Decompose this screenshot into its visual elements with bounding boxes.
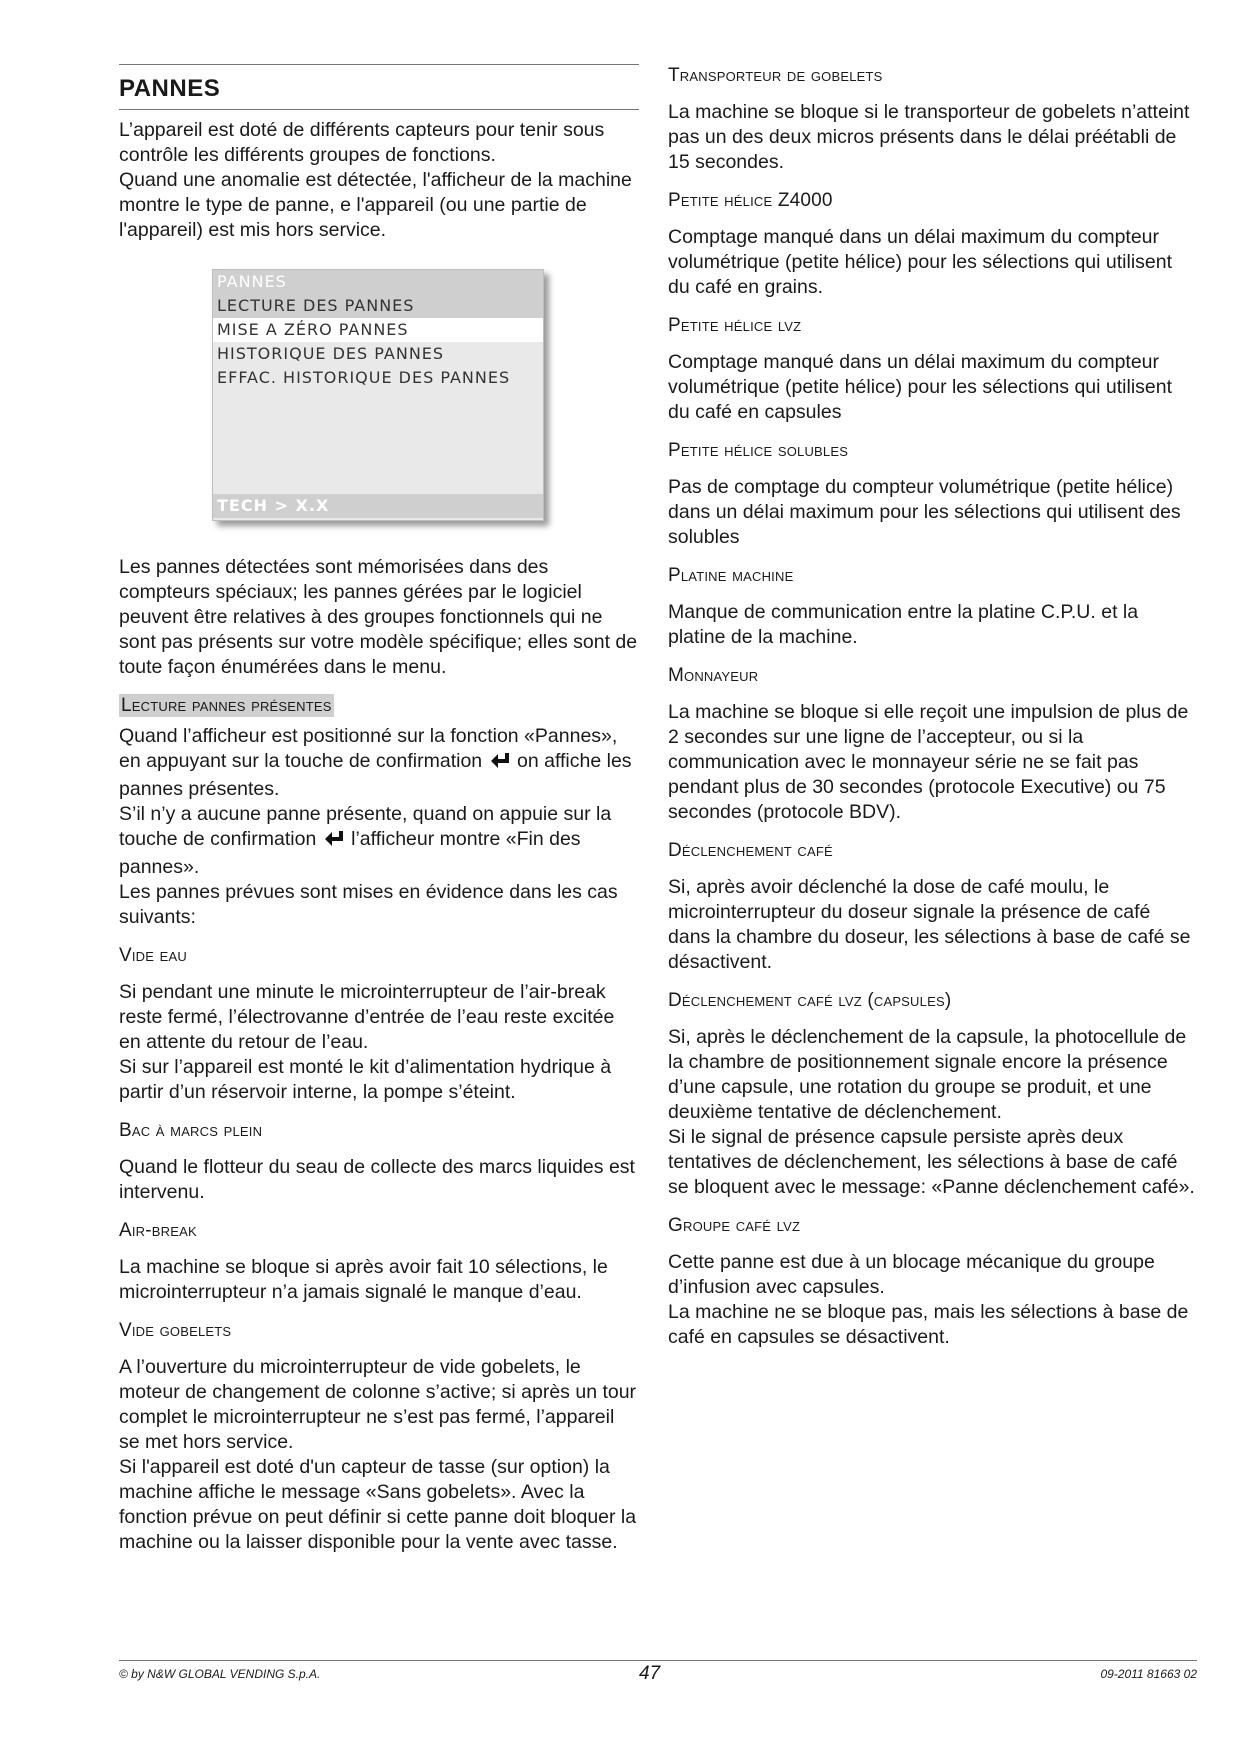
menu-item-effac-historique: EFFAC. HISTORIQUE DES PANNES: [217, 368, 511, 387]
lecture-text-3: Les pannes prévues sont mises en évidence dans les cas suivants:: [119, 881, 618, 928]
title-rule: [119, 64, 639, 110]
intro-text-2: Quand une anomalie est détectée, l'afficheur de la machine montre le type de panne, e l'appareil (ou une partie de l'appareil) est mis hors service.: [119, 169, 632, 241]
right-sections: [668, 64, 1198, 1350]
section-text: La machine se bloque si elle reçoit une impulsion de plus de 2 secondes sur une ligne de l’accepteur, ou si la communication avec le monnayeur série ne se fait pas pendant plus de 30 secondes (protocole Executive) ou 75 secondes (protocole BDV).: [668, 701, 1189, 823]
menu-item-lecture: LECTURE DES PANNES: [213, 294, 543, 318]
menu-item-historique: HISTORIQUE DES PANNES: [217, 344, 445, 363]
section-text: Comptage manqué dans un délai maximum du compteur volumétrique (petite hélice) pour les sélections qui utilisent du café en grains.: [668, 226, 1173, 298]
menu-item-mise-a-zero: MISE A ZÉRO PANNES: [213, 318, 543, 342]
section-paragraph: [668, 350, 1198, 425]
section-text: Si, après le déclenchement de la capsule, la photocellule de la chambre de positionnement signale encore la présence d’une capsule, une rotation du groupe se produit, et une deuxième tentative de déclenchement.: [668, 1026, 1187, 1123]
menu-header: PANNES: [213, 270, 543, 294]
section-text: La machine se bloque si le transporteur de gobelets n’atteint pas un des deux micros présents dans le délai préétabli de 15 secondes.: [668, 101, 1190, 173]
after-menu-paragraph: Les pannes détectées sont mémorisées dans des compteurs spéciaux; les pannes gérées par le logiciel peuvent être relatives à des groupes fonctionnels qui ne sont pas présents sur votre modèle spécifique; elles sont de toute façon énumérées dans le menu.: [119, 556, 638, 678]
section-heading: Déclenchement café lvz (capsules): [668, 990, 952, 1011]
section-heading: Petite hélice Z4000: [668, 190, 833, 211]
section-paragraph: [668, 1025, 1198, 1200]
section-heading: Vide gobelets: [119, 1320, 232, 1341]
lecture-paragraph: [119, 724, 639, 930]
section-paragraph: [119, 1355, 639, 1555]
section-paragraph: [119, 980, 639, 1105]
display-menu: [212, 269, 544, 521]
section-paragraph: [668, 475, 1198, 550]
heading-lecture-pannes: [119, 694, 639, 718]
section-heading: Platine machine: [668, 565, 794, 586]
footer-copyright: © by N&W GLOBAL VENDING S.p.A.: [119, 1667, 321, 1681]
section-text: Quand le flotteur du seau de collecte des marcs liquides est intervenu.: [119, 1156, 635, 1203]
section-text: Si l'appareil est doté d'un capteur de tasse (sur option) la machine affiche le message «Sans gobelets». Avec la fonction prévue on peut définir si cette panne doit bloquer la machine ou la laisser disponible pour la vente avec tasse.: [119, 1456, 637, 1553]
section-paragraph: [119, 1155, 639, 1205]
section-heading: Monnayeur: [668, 665, 759, 686]
section-text: Pas de comptage du compteur volumétrique (petite hélice) dans un délai maximum pour les sélections qui utilisent des solubles: [668, 476, 1181, 548]
section-paragraph: [119, 1255, 639, 1305]
lecture-text-2b: l’afficheur montre «Fin des pannes».: [119, 828, 581, 878]
intro-paragraph-1: [119, 118, 639, 243]
page-title: PANNES: [119, 75, 221, 102]
section-text: Manque de communication entre la platine C.P.U. et la platine de la machine.: [668, 601, 1139, 648]
lecture-text-1a: Quand l’afficheur est positionné sur la fonction «Pannes», en appuyant sur la touche de confirmation: [119, 725, 618, 772]
section-text: Si le signal de présence capsule persiste après deux tentatives de déclenchement, les sélections à base de café se bloquent avec le message: «Panne déclenchement café».: [668, 1126, 1195, 1198]
section-text: A l’ouverture du microinterrupteur de vide gobelets, le moteur de changement de colonne s’active; si après un tour complet le microinterrupteur ne s’est pas fermé, l’appareil se met hors service.: [119, 1356, 637, 1453]
section-paragraph: [668, 875, 1198, 975]
right-column: [668, 64, 1198, 1364]
section-heading: Déclenchement café: [668, 840, 833, 861]
footer-doc-code: 09-2011 81663 02: [1100, 1667, 1197, 1681]
section-heading: Bac à marcs plein: [119, 1120, 263, 1141]
intro-text-1: L’appareil est doté de différents capteurs pour tenir sous contrôle les différents groupes de fonctions.: [119, 119, 605, 166]
section-heading: Petite hélice solubles: [668, 440, 849, 461]
section-text: La machine se bloque si après avoir fait 10 sélections, le microinterrupteur n’a jamais signalé le manque d’eau.: [119, 1256, 608, 1303]
section-paragraph: [668, 225, 1198, 300]
left-sections: [119, 944, 639, 1555]
section-heading: Groupe café lvz: [668, 1215, 801, 1236]
lecture-text-1b: on affiche les pannes présentes.: [119, 750, 632, 800]
lecture-text-2a: S’il n’y a aucune panne présente, quand on appuie sur la touche de confirmation: [119, 803, 612, 850]
section-paragraph: [668, 100, 1198, 175]
section-heading: Transporteur de gobelets: [668, 65, 883, 86]
page-number: 47: [639, 1663, 661, 1684]
section-paragraph: [668, 700, 1198, 825]
enter-key-icon: [490, 752, 510, 777]
menu-footer: TECH > X.X: [213, 494, 543, 518]
section-text: Cette panne est due à un blocage mécanique du groupe d’infusion avec capsules.: [668, 1251, 1155, 1298]
section-heading: Vide eau: [119, 945, 187, 966]
section-paragraph: [668, 1250, 1198, 1350]
section-text: La machine ne se bloque pas, mais les sélections à base de café en capsules se désactivent.: [668, 1301, 1189, 1348]
enter-key-icon: [324, 830, 344, 855]
section-heading: Petite hélice lvz: [668, 315, 802, 336]
section-text: Si pendant une minute le microinterrupteur de l’air-break reste fermé, l’électrovanne d’entrée de l’eau reste excitée en attente du retour de l’eau.: [119, 981, 615, 1053]
display-menu-screenshot: [212, 269, 542, 519]
left-column: [119, 64, 639, 1569]
page-footer: [119, 1660, 1197, 1684]
section-text: Si sur l’appareil est monté le kit d’alimentation hydrique à partir d’un réservoir interne, la pompe s’éteint.: [119, 1056, 612, 1103]
section-paragraph: [668, 600, 1198, 650]
section-text: Si, après avoir déclenché la dose de café moulu, le microinterrupteur du doseur signale la présence de café dans la chambre du doseur, les sélections à base de café se désactivent.: [668, 876, 1191, 973]
section-heading: Air-break: [119, 1220, 197, 1241]
section-text: Comptage manqué dans un délai maximum du compteur volumétrique (petite hélice) pour les sélections qui utilisent du café en capsules: [668, 351, 1173, 423]
heading-lecture-text: Lecture pannes présentes: [121, 695, 332, 716]
